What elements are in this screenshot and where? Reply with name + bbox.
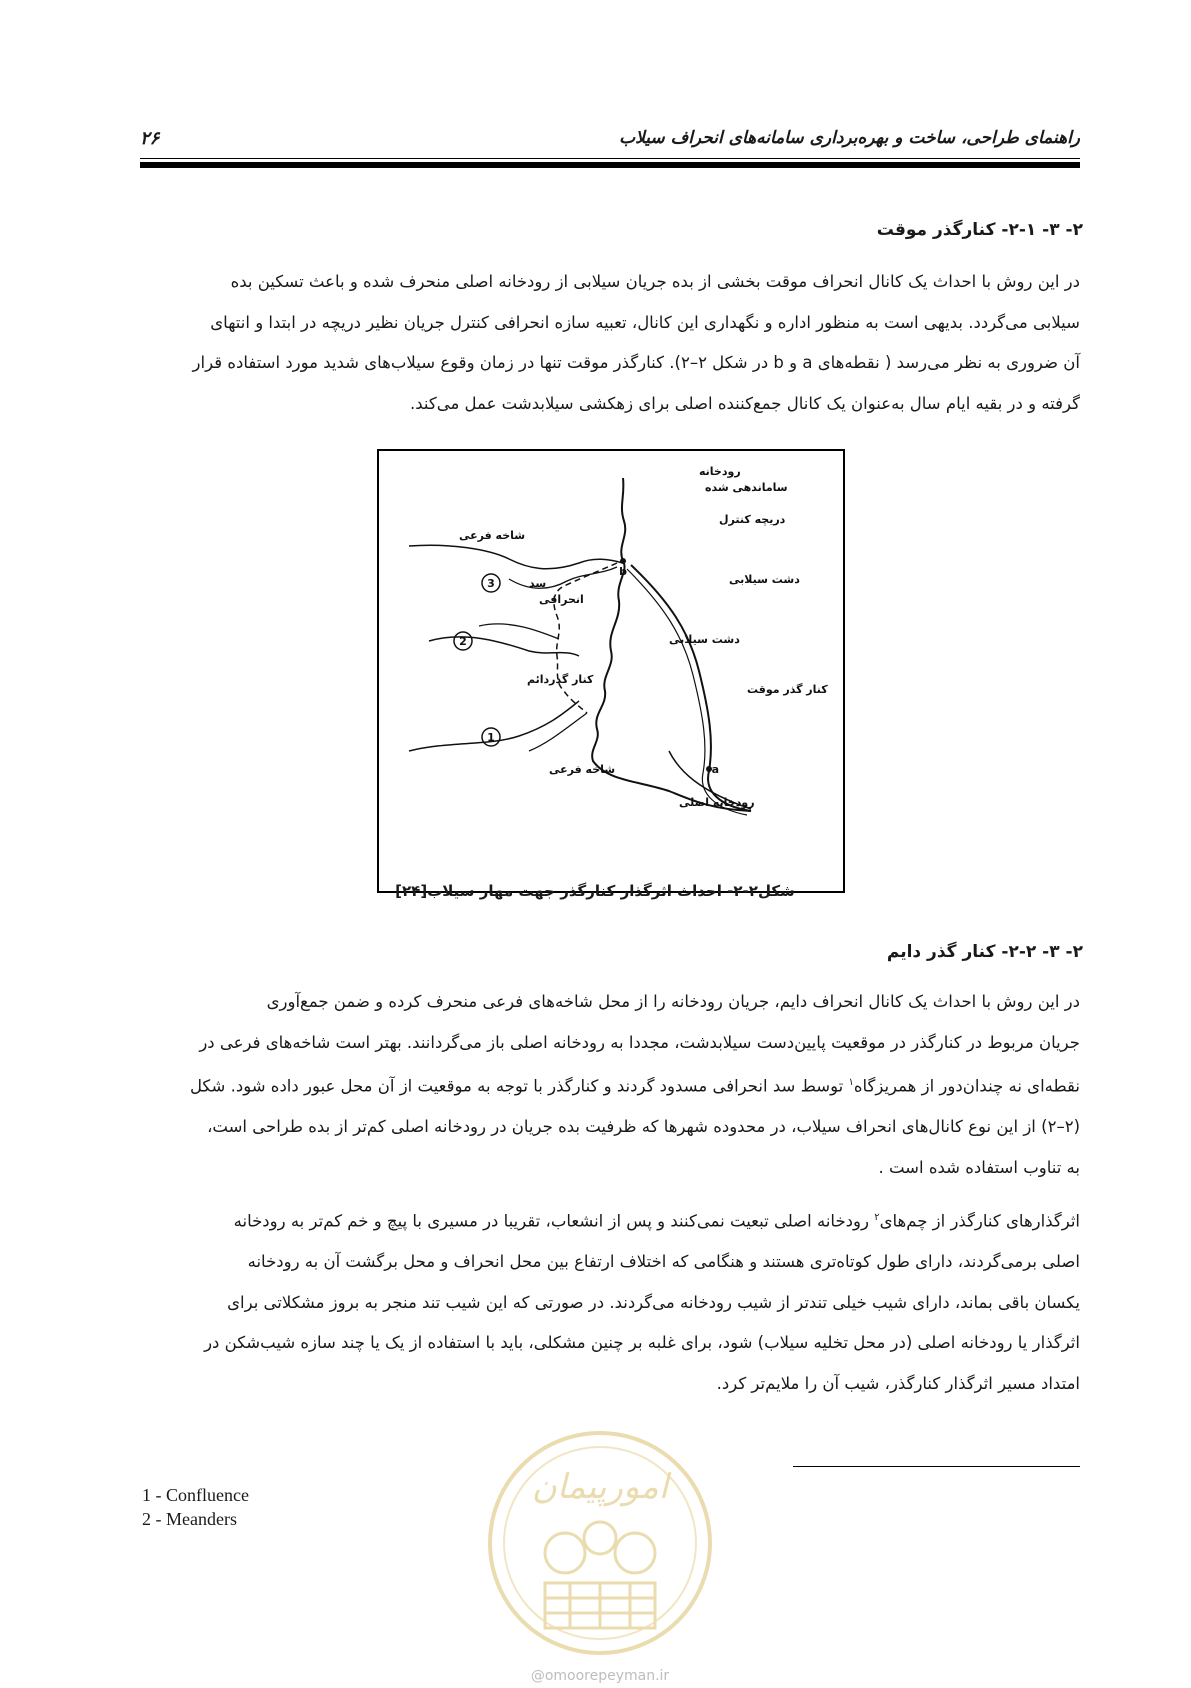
label-permanent-bypass: کنار گذردائم	[527, 673, 594, 686]
branch-3-lower	[509, 567, 617, 588]
watermark-logo-text: امورپیمان	[531, 1467, 669, 1507]
text-line: گرفته و در بقیه ایام سال به‌عنوان یک کانال جمع‌کننده اصلی برای زهکشی سیلابدشت عمل می‌کند.	[409, 393, 1080, 413]
river-diagram	[379, 451, 843, 891]
text-line: سیلابی می‌گردد. بدیهی است به منظور اداره و نگهداری این کانال، تعبیه سازه انحرافی کنترل جریان نظیر دریچه در ابتدا و انتهای	[210, 312, 1080, 332]
section-heading-permanent-bypass: ۲- ۳- ۲-۲- کنار گذر دایم	[886, 942, 1083, 962]
label-point-a: a	[711, 763, 719, 776]
label-n3: 3	[487, 577, 495, 590]
paragraph-temporary-bypass	[140, 262, 1080, 424]
page-number: ۲۶	[140, 128, 160, 149]
label-river-regulated-2: ساماندهی شده	[705, 481, 788, 494]
watermark-url: @omoorepeyman.ir	[530, 1668, 670, 1684]
point-b-marker	[620, 558, 626, 564]
footnotes	[142, 1483, 249, 1531]
text-line: به تناوب استفاده شده است .	[878, 1157, 1080, 1177]
label-dam-2: انحرافی	[539, 593, 584, 606]
text-line: اثرگذارهای کنارگذر از چم‌های$^۲$ رودخانه اصلی تبعیت نمی‌کنند و پس از انشعاب، تقریبا در مسیری با پیچ و خم کم‌تر به رودخانه	[233, 1211, 1080, 1231]
label-n1: 1	[487, 731, 495, 744]
paragraph-permanent-bypass-1	[140, 982, 1080, 1188]
footnote-1: 1 - Confluence	[142, 1485, 249, 1505]
label-floodplain-right: دشت سیلابی	[729, 573, 800, 586]
label-point-b: b	[619, 565, 627, 578]
watermark-logo	[470, 1418, 730, 1688]
label-dam-1: سد	[529, 577, 547, 590]
header-thick-rule	[140, 162, 1080, 168]
footnote-ref-2: ۲	[874, 1212, 880, 1223]
label-branch-top: شاخه فرعی	[459, 529, 526, 542]
text-line: یکسان باقی بماند، دارای شیب خیلی تندتر از شیب رودخانه می‌گردند. در صورتی که این شیب تند منجر به بروز مشکلاتی برای	[227, 1292, 1080, 1312]
branch-3-line	[409, 545, 623, 569]
text-line: اصلی برمی‌گردند، دارای طول کوتاه‌تری هستند و هنگامی که اختلاف ارتفاع بین محل انحراف و محل برگشت آن به رودخانه	[247, 1252, 1080, 1271]
footnote-2: 2 - Meanders	[142, 1509, 237, 1529]
label-n2: 2	[459, 635, 467, 648]
temporary-bypass-line	[631, 565, 751, 811]
label-control-gate: دریچه کنترل	[719, 513, 786, 526]
text-line: آن ضروری به نظر می‌رسد ( نقطه‌های a و b در شکل ۲–۲). کنارگذر موقت تنها در زمان وقوع سیلاب‌های شدید مورد استفاده قرار	[192, 353, 1080, 372]
branch-2-upper	[479, 624, 559, 639]
header-thin-rule	[140, 158, 1080, 159]
label-floodplain-center: دشت سیلابی	[669, 633, 740, 646]
running-title: راهنمای طراحی، ساخت و بهره‌برداری سامانه‌های انحراف سیلاب	[619, 128, 1080, 148]
section-heading-temporary-bypass: ۲- ۳- ۲-۱- کنارگذر موقت	[876, 220, 1083, 240]
text-line: امتداد مسیر اثرگذار کنارگذر، شیب آن را ملایم‌تر کرد.	[716, 1373, 1080, 1393]
text-line: نقطه‌ای نه چندان‌دور از همریزگاه$^۱$ توسط سد انحرافی مسدود گردند و کنارگذر با توجه به موقعیت از آن محل عبور داده شود. شکل	[189, 1076, 1080, 1096]
label-branch-bottom: شاخه فرعی	[549, 763, 616, 776]
watermark-seal-icon	[470, 1418, 730, 1668]
text-line: در این روش با احداث یک کانال انحراف موقت بخشی از بده جریان سیلابی از رودخانه اصلی منحرف شده و باعث تسکین بده	[230, 272, 1080, 291]
label-river-regulated-1: رودخانه	[699, 465, 741, 478]
running-header	[140, 128, 1080, 150]
footnote-ref-1: ۱	[848, 1077, 854, 1088]
text-line: جریان مربوط در کنارگذر در موقعیت پایین‌دست سیلابدشت، مجددا به رودخانه اصلی باز می‌گردانند. بهتر است شاخه‌های فرعی در	[199, 1032, 1080, 1052]
paragraph-permanent-bypass-2	[140, 1198, 1080, 1404]
temporary-bypass-line-2	[627, 569, 747, 815]
figure-caption: شکل۲-۲- احداث اثرگذار کنارگذر جهت مهار سیلاب[۲۴]	[395, 882, 795, 900]
text-line: (۲–۲) از این نوع کانال‌های انحراف سیلاب، در محدوده شهرها که ظرفیت بده جریان در رودخانه اصلی کم‌تر از بده طراحی است،	[207, 1117, 1080, 1136]
label-temporary-bypass: کنار گذر موقت	[747, 683, 828, 696]
label-main-river: رودخانه اصلی	[679, 796, 755, 809]
footnote-separator	[793, 1466, 1080, 1467]
permanent-bypass-dashed	[554, 563, 617, 713]
figure-bypass-diagram	[377, 449, 845, 893]
branch-1-lower	[529, 713, 587, 751]
text-line: اثرگذار یا رودخانه اصلی (در محل تخلیه سیلاب) شود، برای غلبه بر چنین مشکلی، باید با استفاده از یک یا چند سازه شیب‌شکن در	[204, 1333, 1080, 1352]
text-line: در این روش با احداث یک کانال انحراف دایم، جریان رودخانه را از محل شاخه‌های فرعی منحرف کرده و ضمن جمع‌آوری	[266, 992, 1080, 1011]
